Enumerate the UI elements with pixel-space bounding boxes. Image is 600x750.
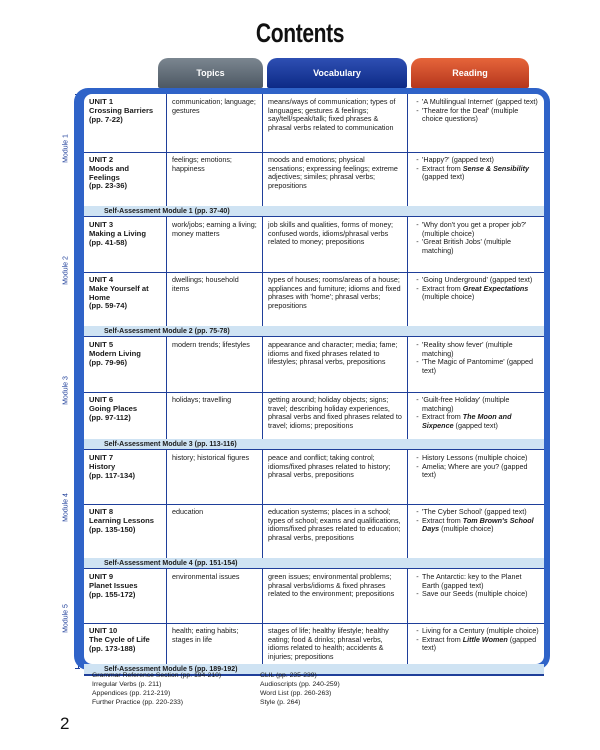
unit-vocabulary: moods and emotions; physical sensations; expressing feelings; extreme adjectives; similes; phrasal verbs; prepositions — [262, 152, 407, 206]
reading-item: - 'A Multilingual Internet' (gapped text) — [416, 97, 538, 106]
unit-title: UNIT 10 The Cycle of Life (pp. 173-188) — [89, 626, 150, 653]
unit-vocabulary: stages of life; healthy lifestyle; healthy eating; food & drinks; phrasal verbs, idioms related to health; accidents & injuries; prepositions — [262, 623, 407, 675]
unit-topics: feelings; emotions; happiness — [166, 152, 262, 206]
unit-row — [84, 569, 544, 624]
unit-topics: modern trends; lifestyles — [166, 337, 262, 392]
footer-item: Audioscripts (pp. 240-259) — [260, 681, 340, 688]
unit-title: UNIT 9 Planet Issues (pp. 155-172) — [89, 572, 138, 599]
self-assessment-row: Self-Assessment Module 2 (pp. 75-78) — [84, 326, 544, 337]
contents-frame — [74, 88, 550, 673]
module-label: Module 3 — [62, 375, 70, 405]
footer-item: Appendices (pp. 212-219) — [92, 690, 171, 697]
footer-item: Grammar Reference Section (pp. 194-210) — [92, 672, 222, 679]
reading-item: - Save our Seeds (multiple choice) — [416, 589, 528, 599]
unit-topics: education — [166, 504, 262, 558]
unit-topics: work/jobs; earning a living; money matters — [166, 217, 262, 272]
reading-item: - 'The Magic of Pantomime' (gapped text) — [416, 357, 534, 375]
unit-vocabulary: job skills and qualities, forms of money; confused words, idioms/phrasal verbs related to money; prepositions — [262, 217, 407, 272]
reading-item: - Living for a Century (multiple choice) — [416, 626, 539, 635]
unit-topics: history; historical figures — [166, 450, 262, 504]
unit-row — [84, 217, 544, 273]
unit-vocabulary: education systems; places in a school; types of school; exams and qualifications, idioms/fixed phrases related to education; phrasal verbs, prepositions — [262, 504, 407, 558]
unit-reading — [407, 569, 544, 623]
footer-left-list — [92, 671, 272, 707]
unit-title: UNIT 1 Crossing Barriers (pp. 7-22) — [89, 97, 154, 124]
unit-reading — [407, 450, 544, 504]
unit-title: UNIT 2 Moods and Feelings (pp. 23-36) — [89, 155, 130, 191]
unit-title: UNIT 8 Learning Lessons (pp. 135-150) — [89, 507, 154, 534]
reading-item: - Extract from Great Expectations (multiple choice) — [416, 283, 529, 302]
self-assessment-row: Self-Assessment Module 4 (pp. 151-154) — [84, 558, 544, 569]
unit-vocabulary: peace and conflict; taking control; idioms/fixed phrases related to history; phrasal verbs, prepositions — [262, 450, 407, 504]
unit-reading — [407, 337, 544, 392]
footer-right-list — [260, 671, 440, 707]
unit-vocabulary: green issues; environmental problems; phrasal verbs/idioms & fixed phrases related to the environment; prepositions — [262, 569, 407, 623]
unit-row — [84, 94, 544, 153]
reading-item: - The Antarctic: key to the Planet Earth (gapped text) — [416, 572, 522, 590]
page-title: Contents — [255, 18, 345, 48]
self-assessment-row: Self-Assessment Module 1 (pp. 37-40) — [84, 206, 544, 217]
unit-reading — [407, 392, 544, 439]
reading-item: - Extract from Sense & Sensibility (gapped text) — [416, 163, 530, 182]
unit-topics: holidays; travelling — [166, 392, 262, 439]
module-label: Module 4 — [62, 493, 70, 522]
reading-item: - 'Theatre for the Deaf' (multiple choice questions) — [416, 105, 519, 124]
unit-row — [84, 272, 544, 327]
unit-title: UNIT 3 Making a Living (pp. 41-58) — [89, 220, 146, 247]
contents-table — [84, 94, 544, 673]
footer-item: CLIL (pp. 235-239) — [260, 672, 317, 679]
reading-item: - Amelia; Where are you? (gapped text) — [416, 461, 528, 480]
unit-reading — [407, 152, 544, 206]
reading-item: - 'Great British Jobs' (multiple matching) — [416, 237, 512, 255]
unit-title: UNIT 4 Make Yourself at Home (pp. 59-74) — [89, 275, 149, 311]
unit-topics: environmental issues — [166, 569, 262, 623]
self-assessment-row: Self-Assessment Module 3 (pp. 113-116) — [84, 439, 544, 450]
unit-row — [84, 450, 544, 505]
unit-vocabulary: appearance and character; media; fame; idioms and fixed phrases related to lifestyles; phrasal verbs, prepositions — [262, 337, 407, 392]
unit-row — [84, 392, 544, 440]
reading-item: - 'Reality show fever' (multiple matching) — [416, 340, 513, 358]
header-vocabulary: Vocabulary — [267, 58, 407, 88]
unit-topics: communication; language; gestures — [166, 94, 262, 152]
header-topics: Topics — [158, 58, 263, 88]
module-label: Module 2 — [62, 256, 70, 285]
unit-title: UNIT 6 Going Places (pp. 97-112) — [89, 395, 138, 422]
module-label: Module 5 — [62, 603, 70, 633]
reading-item: - 'The Cyber School' (gapped text) — [416, 507, 527, 516]
page-number: 2 — [60, 714, 70, 733]
unit-reading — [407, 504, 544, 558]
reading-item: - Extract from The Moon and Sixpence (gapped text) — [416, 412, 512, 430]
unit-vocabulary: means/ways of communication; types of languages; gestures & feelings; say/tell/speak/talk; fixed phrases & phrasal verbs related to communication — [262, 94, 407, 152]
reading-item: - 'Why don't you get a proper job?' (multiple choice) — [416, 220, 527, 238]
footer-item: Word List (pp. 260-263) — [260, 690, 332, 697]
footer-item: Style (p. 264) — [260, 699, 301, 706]
unit-topics: dwellings; household items — [166, 272, 262, 326]
unit-row — [84, 152, 544, 207]
reading-item: - 'Going Underground' (gapped text) — [416, 275, 533, 284]
module-bracket-tick — [75, 668, 80, 669]
unit-title: UNIT 7 History (pp. 117-134) — [89, 453, 136, 480]
unit-row — [84, 504, 544, 559]
unit-title: UNIT 5 Modern Living (pp. 79-96) — [89, 340, 141, 367]
unit-reading — [407, 217, 544, 272]
reading-item: - 'Guilt-free Holiday' (multiple matching) — [416, 395, 510, 413]
unit-topics: health; eating habits; stages in life — [166, 623, 262, 675]
self-assessment-row: Self-Assessment Module 5 (pp. 189-192) — [84, 664, 544, 675]
header-reading: Reading — [411, 58, 529, 88]
unit-row — [84, 337, 544, 393]
reading-item: - Extract from Tom Brown's School Days (multiple choice) — [416, 515, 534, 534]
footer-item: Further Practice (pp. 220-233) — [92, 699, 184, 706]
footer-item: Irregular Verbs (p. 211) — [92, 681, 162, 688]
unit-vocabulary: types of houses; rooms/areas of a house; appliances and furniture; idioms and fixed phrases with 'home'; phrasal verbs; prepositions — [262, 272, 407, 326]
reading-item: - Extract from Little Women (gapped text) — [416, 634, 537, 653]
unit-reading — [407, 272, 544, 326]
reading-item: - History Lessons (multiple choice) — [416, 453, 528, 462]
module-label: Module 1 — [62, 134, 70, 163]
unit-reading — [407, 94, 544, 152]
unit-vocabulary: getting around; holiday objects; signs; travel; describing holiday experiences, phrasal verbs and fixed phrases related to travel; idioms; prepositions — [262, 392, 407, 439]
reading-item: - 'Happy?' (gapped text) — [416, 155, 494, 164]
